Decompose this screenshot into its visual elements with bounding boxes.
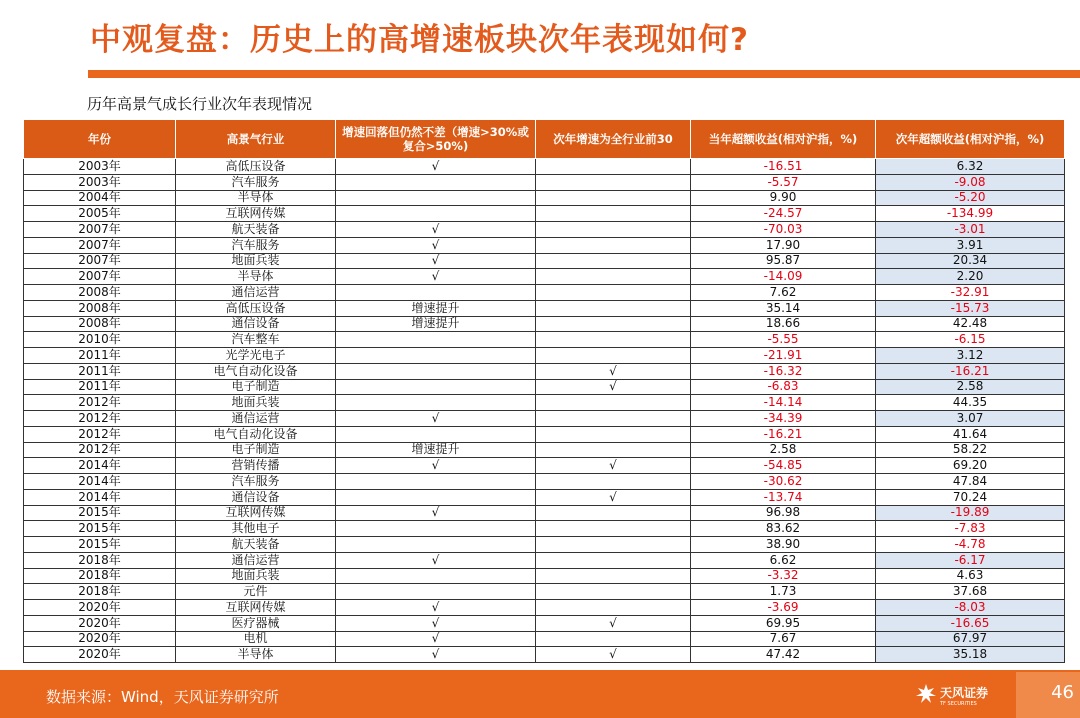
cell-year: 2020年 [24, 631, 176, 647]
cell-year: 2008年 [24, 285, 176, 301]
cell-year: 2014年 [24, 474, 176, 490]
cell-next-year-top30 [536, 600, 691, 616]
table-row [24, 332, 1065, 348]
cell-next-year-top30 [536, 206, 691, 222]
cell-growth-slowdown [336, 584, 536, 600]
logo-english-name: TF SECURITIES [940, 701, 977, 707]
cell-current-excess-return: 17.90 [691, 237, 876, 253]
cell-next-excess-return: 20.34 [876, 253, 1065, 269]
cell-next-year-top30: √ [536, 489, 691, 505]
column-header-next-year-top30: 次年增速为全行业前30 [536, 120, 691, 159]
table-row [24, 237, 1065, 253]
cell-next-excess-return: -32.91 [876, 285, 1065, 301]
cell-year: 2003年 [24, 159, 176, 175]
cell-growth-slowdown: √ [336, 647, 536, 663]
table-row [24, 379, 1065, 395]
table-row [24, 426, 1065, 442]
cell-year: 2010年 [24, 332, 176, 348]
cell-industry: 互联网传媒 [176, 505, 336, 521]
cell-next-year-top30: √ [536, 363, 691, 379]
cell-growth-slowdown [336, 348, 536, 364]
table-row [24, 285, 1065, 301]
cell-next-excess-return: -6.15 [876, 332, 1065, 348]
cell-growth-slowdown: √ [336, 253, 536, 269]
cell-industry: 通信运营 [176, 411, 336, 427]
cell-next-year-top30 [536, 190, 691, 206]
cell-next-year-top30 [536, 269, 691, 285]
cell-growth-slowdown: √ [336, 269, 536, 285]
cell-current-excess-return: -30.62 [691, 474, 876, 490]
cell-growth-slowdown: √ [336, 631, 536, 647]
cell-current-excess-return: -3.32 [691, 568, 876, 584]
cell-current-excess-return: -14.14 [691, 395, 876, 411]
cell-next-excess-return: 6.32 [876, 159, 1065, 175]
cell-growth-slowdown [336, 395, 536, 411]
cell-current-excess-return: -5.57 [691, 174, 876, 190]
page-number-box [1016, 672, 1080, 718]
cell-current-excess-return: 69.95 [691, 615, 876, 631]
cell-current-excess-return: -16.21 [691, 426, 876, 442]
cell-growth-slowdown: √ [336, 222, 536, 238]
cell-next-excess-return: -16.21 [876, 363, 1065, 379]
cell-next-year-top30 [536, 568, 691, 584]
table-row [24, 348, 1065, 364]
column-header-next-excess-return: 次年超额收益(相对沪指，%) [876, 120, 1065, 159]
cell-growth-slowdown [336, 332, 536, 348]
table-row [24, 222, 1065, 238]
cell-growth-slowdown: √ [336, 552, 536, 568]
cell-industry: 半导体 [176, 647, 336, 663]
cell-next-year-top30 [536, 584, 691, 600]
table-row [24, 206, 1065, 222]
cell-next-year-top30 [536, 253, 691, 269]
table-row [24, 537, 1065, 553]
cell-next-excess-return: 37.68 [876, 584, 1065, 600]
cell-next-excess-return: 47.84 [876, 474, 1065, 490]
cell-year: 2011年 [24, 379, 176, 395]
logo-name: 天风证券 [940, 686, 989, 700]
cell-next-excess-return: 35.18 [876, 647, 1065, 663]
cell-year: 2012年 [24, 442, 176, 458]
cell-current-excess-return: -16.32 [691, 363, 876, 379]
cell-industry: 通信设备 [176, 316, 336, 332]
cell-next-excess-return: -134.99 [876, 206, 1065, 222]
cell-next-year-top30 [536, 348, 691, 364]
cell-year: 2014年 [24, 458, 176, 474]
cell-year: 2007年 [24, 237, 176, 253]
table-row [24, 159, 1065, 175]
cell-current-excess-return: -16.51 [691, 159, 876, 175]
cell-next-excess-return: 44.35 [876, 395, 1065, 411]
cell-current-excess-return: 1.73 [691, 584, 876, 600]
table-row [24, 489, 1065, 505]
cell-current-excess-return: 9.90 [691, 190, 876, 206]
cell-industry: 通信设备 [176, 489, 336, 505]
cell-growth-slowdown [336, 363, 536, 379]
column-header-current-excess-return: 当年超额收益(相对沪指，%) [691, 120, 876, 159]
cell-growth-slowdown [336, 489, 536, 505]
cell-industry: 营销传播 [176, 458, 336, 474]
table-row [24, 442, 1065, 458]
cell-industry: 高低压设备 [176, 159, 336, 175]
cell-year: 2012年 [24, 395, 176, 411]
cell-next-excess-return: 70.24 [876, 489, 1065, 505]
column-header-year: 年份 [24, 120, 176, 159]
table-row [24, 316, 1065, 332]
cell-next-excess-return: -6.17 [876, 552, 1065, 568]
footer-bar [0, 670, 1080, 718]
cell-industry: 医疗器械 [176, 615, 336, 631]
cell-year: 2011年 [24, 348, 176, 364]
cell-next-excess-return: -8.03 [876, 600, 1065, 616]
page-title: 中观复盘：历史上的高增速板块次年表现如何? [90, 22, 749, 58]
cell-next-excess-return: 67.97 [876, 631, 1065, 647]
cell-industry: 航天装备 [176, 222, 336, 238]
table-row [24, 174, 1065, 190]
cell-year: 2008年 [24, 300, 176, 316]
cell-year: 2020年 [24, 615, 176, 631]
table-row [24, 363, 1065, 379]
cell-growth-slowdown [336, 190, 536, 206]
cell-growth-slowdown: √ [336, 615, 536, 631]
cell-current-excess-return: 83.62 [691, 521, 876, 537]
cell-year: 2015年 [24, 521, 176, 537]
cell-industry: 互联网传媒 [176, 206, 336, 222]
cell-next-excess-return: -7.83 [876, 521, 1065, 537]
title-divider [88, 70, 1080, 78]
cell-next-year-top30 [536, 159, 691, 175]
cell-industry: 汽车服务 [176, 237, 336, 253]
cell-next-excess-return: 2.20 [876, 269, 1065, 285]
cell-growth-slowdown: 增速提升 [336, 442, 536, 458]
cell-next-excess-return: -4.78 [876, 537, 1065, 553]
cell-industry: 电子制造 [176, 442, 336, 458]
cell-current-excess-return: -21.91 [691, 348, 876, 364]
cell-next-year-top30: √ [536, 458, 691, 474]
column-header-industry: 高景气行业 [176, 120, 336, 159]
cell-next-year-top30 [536, 174, 691, 190]
cell-year: 2007年 [24, 269, 176, 285]
table-row [24, 521, 1065, 537]
cell-year: 2008年 [24, 316, 176, 332]
cell-next-year-top30 [536, 285, 691, 301]
cell-growth-slowdown [336, 285, 536, 301]
cell-industry: 地面兵装 [176, 568, 336, 584]
cell-year: 2015年 [24, 537, 176, 553]
cell-next-excess-return: 4.63 [876, 568, 1065, 584]
cell-industry: 半导体 [176, 190, 336, 206]
cell-next-year-top30 [536, 442, 691, 458]
cell-year: 2014年 [24, 489, 176, 505]
cell-current-excess-return: 35.14 [691, 300, 876, 316]
cell-year: 2015年 [24, 505, 176, 521]
cell-growth-slowdown [336, 568, 536, 584]
cell-current-excess-return: 38.90 [691, 537, 876, 553]
cell-year: 2012年 [24, 426, 176, 442]
cell-growth-slowdown: √ [336, 600, 536, 616]
table-body [24, 159, 1065, 663]
cell-industry: 汽车服务 [176, 174, 336, 190]
cell-industry: 地面兵装 [176, 395, 336, 411]
cell-industry: 光学光电子 [176, 348, 336, 364]
cell-growth-slowdown [336, 426, 536, 442]
cell-current-excess-return: -13.74 [691, 489, 876, 505]
cell-current-excess-return: -34.39 [691, 411, 876, 427]
logo-mark-icon [914, 682, 938, 708]
cell-next-excess-return: -3.01 [876, 222, 1065, 238]
cell-next-year-top30: √ [536, 615, 691, 631]
cell-industry: 地面兵装 [176, 253, 336, 269]
cell-current-excess-return: -3.69 [691, 600, 876, 616]
cell-next-year-top30 [536, 537, 691, 553]
cell-next-year-top30 [536, 300, 691, 316]
cell-growth-slowdown: √ [336, 505, 536, 521]
column-header-growth-slowdown: 增速回落但仍然不差（增速>30%或复合>50%) [336, 120, 536, 159]
cell-growth-slowdown [336, 537, 536, 553]
table-row [24, 568, 1065, 584]
table-row [24, 395, 1065, 411]
industry-performance-table [23, 119, 1065, 663]
cell-current-excess-return: 96.98 [691, 505, 876, 521]
cell-next-year-top30: √ [536, 647, 691, 663]
cell-year: 2003年 [24, 174, 176, 190]
cell-growth-slowdown [336, 174, 536, 190]
cell-year: 2007年 [24, 253, 176, 269]
cell-industry: 高低压设备 [176, 300, 336, 316]
cell-industry: 半导体 [176, 269, 336, 285]
table-row [24, 300, 1065, 316]
cell-growth-slowdown [336, 474, 536, 490]
table-header-row [24, 120, 1065, 159]
cell-next-excess-return: -15.73 [876, 300, 1065, 316]
cell-industry: 元件 [176, 584, 336, 600]
cell-year: 2012年 [24, 411, 176, 427]
cell-next-excess-return: -5.20 [876, 190, 1065, 206]
cell-year: 2018年 [24, 552, 176, 568]
table-row [24, 474, 1065, 490]
cell-growth-slowdown: 增速提升 [336, 300, 536, 316]
data-source-note: 数据来源：Wind，天风证券研究所 [46, 688, 279, 706]
cell-growth-slowdown: 增速提升 [336, 316, 536, 332]
cell-next-excess-return: 2.58 [876, 379, 1065, 395]
cell-current-excess-return: 7.67 [691, 631, 876, 647]
table-row [24, 631, 1065, 647]
table-row [24, 458, 1065, 474]
company-logo [914, 680, 1014, 710]
cell-growth-slowdown [336, 521, 536, 537]
cell-next-year-top30 [536, 237, 691, 253]
cell-current-excess-return: -5.55 [691, 332, 876, 348]
cell-year: 2018年 [24, 568, 176, 584]
cell-next-year-top30 [536, 332, 691, 348]
cell-year: 2011年 [24, 363, 176, 379]
cell-next-excess-return: -19.89 [876, 505, 1065, 521]
cell-next-year-top30 [536, 631, 691, 647]
cell-year: 2018年 [24, 584, 176, 600]
cell-next-year-top30 [536, 426, 691, 442]
cell-next-year-top30 [536, 521, 691, 537]
cell-growth-slowdown [336, 379, 536, 395]
cell-next-excess-return: 41.64 [876, 426, 1065, 442]
cell-industry: 互联网传媒 [176, 600, 336, 616]
cell-next-year-top30 [536, 316, 691, 332]
cell-current-excess-return: 95.87 [691, 253, 876, 269]
table-caption: 历年高景气成长行业次年表现情况 [87, 95, 313, 113]
cell-current-excess-return: -14.09 [691, 269, 876, 285]
cell-current-excess-return: 2.58 [691, 442, 876, 458]
cell-year: 2005年 [24, 206, 176, 222]
cell-current-excess-return: 47.42 [691, 647, 876, 663]
cell-current-excess-return: -70.03 [691, 222, 876, 238]
cell-next-excess-return: -9.08 [876, 174, 1065, 190]
table-row [24, 615, 1065, 631]
cell-year: 2004年 [24, 190, 176, 206]
cell-industry: 通信运营 [176, 285, 336, 301]
cell-next-excess-return: -16.65 [876, 615, 1065, 631]
cell-growth-slowdown: √ [336, 411, 536, 427]
cell-industry: 电子制造 [176, 379, 336, 395]
cell-next-year-top30 [536, 395, 691, 411]
cell-next-year-top30: √ [536, 379, 691, 395]
cell-current-excess-return: 18.66 [691, 316, 876, 332]
cell-industry: 电机 [176, 631, 336, 647]
cell-growth-slowdown: √ [336, 159, 536, 175]
cell-next-excess-return: 58.22 [876, 442, 1065, 458]
table-row [24, 253, 1065, 269]
cell-year: 2007年 [24, 222, 176, 238]
cell-industry: 电气自动化设备 [176, 426, 336, 442]
cell-current-excess-return: 7.62 [691, 285, 876, 301]
cell-growth-slowdown: √ [336, 237, 536, 253]
cell-next-excess-return: 69.20 [876, 458, 1065, 474]
table-row [24, 600, 1065, 616]
cell-next-year-top30 [536, 474, 691, 490]
table-row [24, 584, 1065, 600]
cell-industry: 通信运营 [176, 552, 336, 568]
table-row [24, 647, 1065, 663]
cell-industry: 其他电子 [176, 521, 336, 537]
cell-next-excess-return: 3.12 [876, 348, 1065, 364]
cell-next-year-top30 [536, 505, 691, 521]
cell-industry: 航天装备 [176, 537, 336, 553]
cell-next-year-top30 [536, 411, 691, 427]
table-row [24, 552, 1065, 568]
table-row [24, 505, 1065, 521]
cell-current-excess-return: -6.83 [691, 379, 876, 395]
cell-current-excess-return: 6.62 [691, 552, 876, 568]
cell-next-excess-return: 3.91 [876, 237, 1065, 253]
page-number: 46 [1051, 682, 1074, 703]
cell-current-excess-return: -54.85 [691, 458, 876, 474]
table-row [24, 190, 1065, 206]
table-row [24, 411, 1065, 427]
cell-industry: 电气自动化设备 [176, 363, 336, 379]
table-row [24, 269, 1065, 285]
cell-next-excess-return: 42.48 [876, 316, 1065, 332]
cell-next-year-top30 [536, 222, 691, 238]
cell-next-year-top30 [536, 552, 691, 568]
cell-year: 2020年 [24, 647, 176, 663]
cell-next-excess-return: 3.07 [876, 411, 1065, 427]
cell-year: 2020年 [24, 600, 176, 616]
cell-current-excess-return: -24.57 [691, 206, 876, 222]
cell-growth-slowdown [336, 206, 536, 222]
cell-growth-slowdown: √ [336, 458, 536, 474]
cell-industry: 汽车服务 [176, 474, 336, 490]
cell-industry: 汽车整车 [176, 332, 336, 348]
